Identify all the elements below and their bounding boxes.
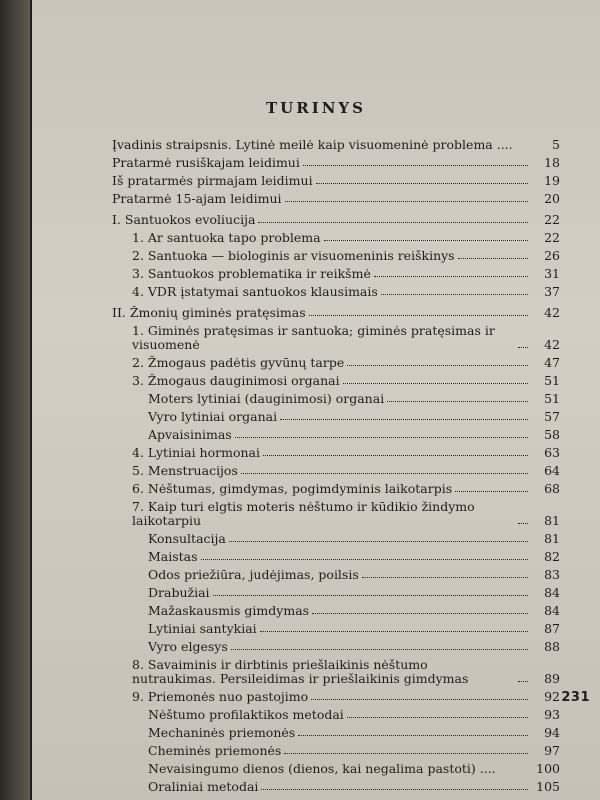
- dot-leader: [303, 165, 528, 166]
- dot-leader: [260, 631, 528, 632]
- toc-entry-page: 51: [544, 391, 560, 406]
- toc-entry: [112, 392, 560, 406]
- toc-entry-page: 22: [544, 212, 560, 227]
- table-of-contents: [112, 138, 560, 794]
- toc-entry-page: 57: [544, 409, 560, 424]
- toc-entry-title: 3. Santuokos problematika ir reikšmė: [132, 266, 371, 281]
- toc-entry-page: 97: [544, 743, 560, 758]
- toc-entry: [112, 306, 560, 320]
- toc-entry: [112, 267, 560, 281]
- toc-entry: [112, 586, 560, 600]
- toc-entry-title: Mechaninės priemonės: [148, 725, 296, 740]
- dot-leader: [362, 577, 528, 578]
- dot-leader: [518, 681, 528, 682]
- page-title: TURINYS: [266, 99, 366, 117]
- toc-entry-page: 83: [544, 567, 560, 582]
- toc-entry-page: 81: [544, 531, 560, 546]
- toc-entry-page: 58: [544, 427, 560, 442]
- toc-entry: [112, 249, 560, 263]
- toc-entry-page: 68: [544, 481, 560, 496]
- toc-entry: [112, 138, 560, 152]
- dot-leader: [455, 491, 528, 492]
- toc-entry: [112, 708, 560, 722]
- dot-leader: [241, 473, 528, 474]
- toc-entry-page: 88: [544, 639, 560, 654]
- toc-entry-title: 2. Žmogaus padėtis gyvūnų tarpe: [132, 355, 345, 370]
- toc-entry-page: 42: [544, 305, 560, 320]
- toc-entry-page: 94: [544, 725, 560, 740]
- dot-leader: [235, 437, 528, 438]
- toc-entry-page: 20: [544, 191, 560, 206]
- dot-leader: [518, 347, 528, 348]
- toc-entry-page: 93: [544, 707, 560, 722]
- dot-leader: [458, 258, 528, 259]
- toc-entry-page: 22: [544, 230, 560, 245]
- dot-leader: [261, 789, 528, 790]
- toc-entry: [112, 690, 560, 704]
- dot-leader: [312, 613, 528, 614]
- dot-leader: [343, 383, 528, 384]
- toc-entry: [112, 532, 560, 546]
- toc-entry-page: 47: [544, 355, 560, 370]
- toc-entry: [112, 744, 560, 758]
- toc-entry: [112, 780, 560, 794]
- dot-leader: [280, 419, 528, 420]
- dot-leader: [374, 276, 528, 277]
- toc-entry-page: 89: [544, 671, 560, 686]
- toc-entry-page: 87: [544, 621, 560, 636]
- dot-leader: [263, 455, 528, 456]
- toc-entry-page: 82: [544, 549, 560, 564]
- toc-entry-page: 84: [544, 603, 560, 618]
- toc-entry-page: 51: [544, 373, 560, 388]
- page-number: 231: [561, 690, 590, 705]
- dot-leader: [201, 559, 528, 560]
- toc-entry-page: 31: [544, 266, 560, 281]
- toc-entry-page: 105: [536, 779, 560, 794]
- toc-entry-title: 9. Priemonės nuo pastojimo: [132, 689, 309, 704]
- toc-entry-title: 8. Savaiminis ir dirbtinis priešlaikinis nėštumo nutraukimas. Persileidimas ir priešlaikinis gimdymas: [132, 657, 469, 686]
- toc-entry: [112, 324, 560, 352]
- toc-entry: [112, 231, 560, 245]
- toc-entry-title: Įvadinis straipsnis. Lytinė meilė kaip visuomeninė problema ....: [112, 137, 513, 152]
- toc-entry-page: 26: [544, 248, 560, 263]
- toc-entry-page: 92: [544, 689, 560, 704]
- toc-entry-title: 1. Ar santuoka tapo problema: [132, 230, 321, 245]
- toc-entry-title: Odos priežiūra, judėjimas, poilsis: [148, 567, 359, 582]
- toc-entry-title: Iš pratarmės pirmajam leidimui: [112, 173, 313, 188]
- toc-entry-title: Lytiniai santykiai: [148, 621, 257, 636]
- toc-entry: [112, 446, 560, 460]
- dot-leader: [316, 183, 528, 184]
- dot-leader: [284, 753, 528, 754]
- toc-entry: [112, 285, 560, 299]
- toc-entry-title: 2. Santuoka — biologinis ar visuomeninis reiškinys: [132, 248, 455, 263]
- toc-entry: [112, 428, 560, 442]
- toc-entry: [112, 640, 560, 654]
- toc-entry-title: Konsultacija: [148, 531, 226, 546]
- toc-entry-title: 4. Lytiniai hormonai: [132, 445, 260, 460]
- toc-entry: [112, 213, 560, 227]
- toc-entry-title: 7. Kaip turi elgtis moteris nėštumo ir kūdikio žindymo laikotarpiu: [132, 499, 475, 528]
- toc-entry-title: 3. Žmogaus dauginimosi organai: [132, 373, 340, 388]
- dot-leader: [518, 523, 528, 524]
- dot-leader: [324, 240, 528, 241]
- toc-entry-page: 81: [544, 513, 560, 528]
- toc-entry-title: Nėštumo profilaktikos metodai: [148, 707, 344, 722]
- dot-leader: [258, 222, 528, 223]
- toc-entry-page: 5: [552, 137, 560, 152]
- toc-entry-title: Mažaskausmis gimdymas: [148, 603, 310, 618]
- dot-leader: [229, 541, 528, 542]
- toc-entry: [112, 500, 560, 528]
- toc-entry-title: 1. Giminės pratęsimas ir santuoka; giminės pratęsimas ir visuomenė: [132, 323, 495, 352]
- toc-entry: [112, 762, 560, 776]
- toc-entry: [112, 174, 560, 188]
- toc-entry-title: II. Žmonių giminės pratęsimas: [112, 305, 306, 320]
- toc-entry-title: Maistas: [148, 549, 198, 564]
- toc-entry: [112, 410, 560, 424]
- toc-entry-page: 63: [544, 445, 560, 460]
- toc-entry-title: Pratarmė 15-ajam leidimui: [112, 191, 282, 206]
- toc-entry-title: 4. VDR įstatymai santuokos klausimais: [132, 284, 378, 299]
- toc-entry-title: Drabužiai: [148, 585, 210, 600]
- book-page: [30, 0, 600, 800]
- toc-entry-page: 42: [544, 337, 560, 352]
- toc-entry: [112, 356, 560, 370]
- toc-entry: [112, 192, 560, 206]
- toc-entry-title: Vyro lytiniai organai: [148, 409, 278, 424]
- toc-entry-page: 100: [536, 761, 560, 776]
- toc-entry-title: Vyro elgesys: [148, 639, 228, 654]
- toc-entry-title: Cheminės priemonės: [148, 743, 282, 758]
- toc-entry: [112, 374, 560, 388]
- toc-entry-title: Moters lytiniai (dauginimosi) organai: [148, 391, 385, 406]
- dot-leader: [298, 735, 528, 736]
- toc-entry-title: 6. Nėštumas, gimdymas, pogimdyminis laikotarpis: [132, 481, 453, 496]
- toc-entry-page: 19: [544, 173, 560, 188]
- toc-entry-page: 64: [544, 463, 560, 478]
- dot-leader: [311, 699, 528, 700]
- toc-entry: [112, 550, 560, 564]
- dot-leader: [347, 365, 528, 366]
- toc-entry-title: Pratarmė rusiškajam leidimui: [112, 155, 300, 170]
- toc-entry: [112, 482, 560, 496]
- dot-leader: [381, 294, 528, 295]
- toc-entry-page: 18: [544, 155, 560, 170]
- toc-entry-title: Apvaisinimas: [148, 427, 232, 442]
- toc-entry-page: 84: [544, 585, 560, 600]
- dot-leader: [231, 649, 528, 650]
- toc-entry: [112, 622, 560, 636]
- toc-entry: [112, 604, 560, 618]
- toc-entry-title: 5. Menstruacijos: [132, 463, 238, 478]
- dot-leader: [285, 201, 528, 202]
- toc-entry: [112, 726, 560, 740]
- dot-leader: [387, 401, 528, 402]
- toc-entry-title: Oraliniai metodai: [148, 779, 259, 794]
- toc-entry-title: I. Santuokos evoliucija: [112, 212, 256, 227]
- toc-entry-title: Nevaisingumo dienos (dienos, kai negalima pastoti) ....: [148, 761, 496, 776]
- toc-entry: [112, 568, 560, 582]
- dot-leader: [309, 315, 528, 316]
- toc-entry: [112, 464, 560, 478]
- dot-leader: [347, 717, 528, 718]
- dot-leader: [213, 595, 528, 596]
- toc-entry-page: 37: [544, 284, 560, 299]
- toc-entry: [112, 658, 560, 686]
- toc-entry: [112, 156, 560, 170]
